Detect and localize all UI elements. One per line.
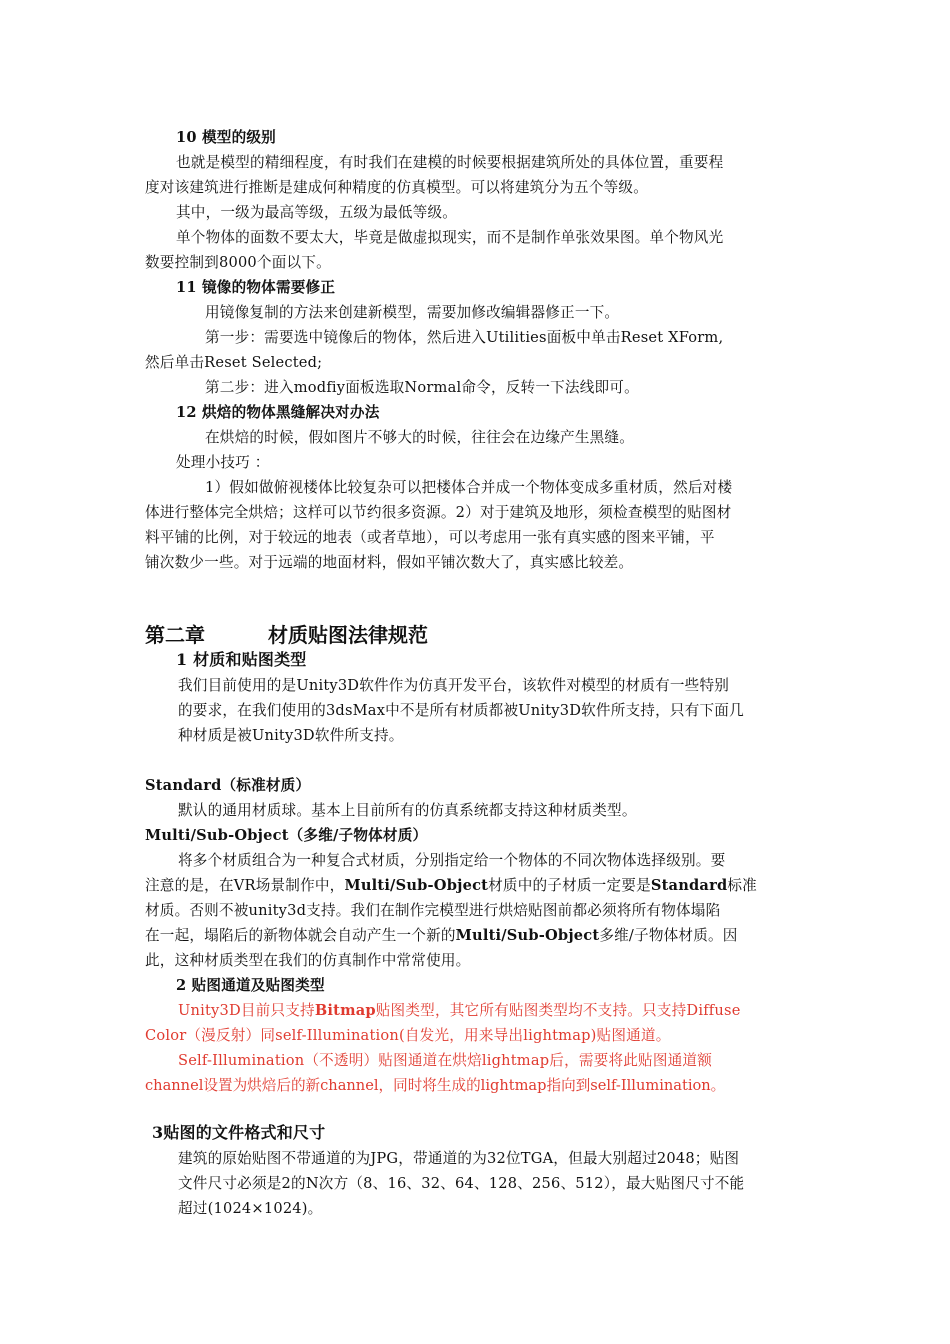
paragraph-line: 体进行整体完全烘焙；这样可以节约很多资源。2）对于建筑及地形，须检查模型的贴图材	[145, 504, 732, 521]
bold-term: Bitmap	[314, 1002, 376, 1019]
red-paragraph-line: Self-Illumination（不透明）贴图通道在烘焙lightmap后，需要将此贴图通道额	[178, 1052, 713, 1069]
red-paragraph-line: Color（漫反射）同self-Illumination(自发光，用来导出lightmap)贴图通道。	[145, 1027, 671, 1044]
paragraph-line: 也就是模型的精细程度，有时我们在建模的时候要根据建筑所处的具体位置，重要程	[176, 154, 724, 171]
paragraph-line: 1）假如做俯视楼体比较复杂可以把楼体合并成一个物体变成多重材质，然后对楼	[205, 479, 733, 496]
paragraph-line: 第二步：进入modfiy面板选取Normal命令，反转一下法线即可。	[205, 379, 639, 396]
paragraph-line: 铺次数少一些。对于远端的地面材料，假如平铺次数大了，真实感比较差。	[145, 554, 634, 571]
paragraph-line: 第一步：需要选中镜像后的物体，然后进入Utilities面板中单击Reset XForm,	[205, 329, 724, 346]
chapter-label: 第二章	[145, 623, 205, 647]
section-c3-heading: 3贴图的文件格式和尺寸	[152, 1123, 326, 1142]
text-run: 多维/子物体材质。因	[599, 927, 738, 944]
section-12-heading: 12 烘焙的物体黑缝解决对办法	[176, 404, 380, 421]
multi-sub-object-heading: Multi/Sub-Object（多维/子物体材质）	[145, 827, 428, 844]
paragraph-line: 处理小技巧 ：	[176, 454, 270, 471]
section-c1-heading: 1 材质和贴图类型	[176, 650, 307, 669]
text-run: 贴图类型，其它所有贴图类型均不支持。只支持Diffuse	[375, 1002, 741, 1019]
paragraph-line: 种材质是被Unity3D软件所支持。	[178, 727, 404, 744]
paragraph-line: 默认的通用材质球。基本上目前所有的仿真系统都支持这种材质类型。	[178, 802, 637, 819]
chapter-title: 材质贴图法律规范	[268, 623, 428, 647]
paragraph-line: 我们目前使用的是Unity3D软件作为仿真开发平台，该软件对模型的材质有一些特别	[178, 677, 730, 694]
paragraph-line: 然后单击Reset Selected;	[145, 354, 323, 371]
paragraph-line: 度对该建筑进行推断是建成何种精度的仿真模型。可以将建筑分为五个等级。	[145, 179, 648, 196]
paragraph-line: 用镜像复制的方法来创建新模型，需要加修改编辑器修正一下。	[205, 304, 620, 321]
section-10-heading: 10 模型的级别	[176, 129, 276, 146]
text-run: 在一起，塌陷后的新物体就会自动产生一个新的	[145, 927, 456, 944]
section-11-heading: 11 镜像的物体需要修正	[176, 279, 336, 296]
paragraph-line: 建筑的原始贴图不带通道的为JPG，带通道的为32位TGA，但最大别超过2048；贴图	[178, 1150, 740, 1167]
paragraph-line	[145, 926, 738, 946]
paragraph-line: 数要控制到8000个面以下。	[145, 254, 331, 271]
paragraph-line: 料平铺的比例，对于较远的地表（或者草地），可以考虑用一张有真实感的图来平铺，平	[145, 529, 715, 546]
paragraph-line: 将多个材质组合为一种复合式材质，分别指定给一个物体的不同次物体选择级别。要	[178, 852, 726, 869]
section-c2-heading: 2 贴图通道及贴图类型	[176, 977, 325, 994]
bold-term: Multi/Sub-Object	[344, 877, 489, 894]
paragraph-line: 材质。否则不被unity3d支持。我们在制作完模型进行烘焙贴图前都必须将所有物体塌陷	[145, 902, 721, 919]
paragraph-line: 的要求，在我们使用的3dsMax中不是所有材质都被Unity3D软件所支持，只有下面几	[178, 702, 744, 719]
red-paragraph-line: channel设置为烘焙后的新channel，同时将生成的lightmap指向到self-Illumination。	[145, 1077, 726, 1094]
paragraph-line: 文件尺寸必须是2的N次方（8、16、32、64、128、256、512），最大贴图尺寸不能	[178, 1175, 745, 1192]
paragraph-line: 超过(1024×1024)。	[178, 1200, 323, 1217]
bold-term: Multi/Sub-Object	[455, 927, 600, 944]
paragraph-line: 此，这种材质类型在我们的仿真制作中常常使用。	[145, 952, 471, 969]
paragraph-line: 其中，一级为最高等级，五级为最低等级。	[176, 204, 458, 221]
text-run: 材质中的子材质一定要是	[488, 877, 651, 894]
text-run: 注意的是，在VR场景制作中，	[145, 877, 345, 894]
red-paragraph-line	[178, 1001, 741, 1021]
standard-heading: Standard（标准材质）	[145, 777, 311, 794]
bold-term: Standard	[650, 877, 728, 894]
paragraph-line: 在烘焙的时候，假如图片不够大的时候，往往会在边缘产生黑缝。	[205, 429, 635, 446]
paragraph-line: 单个物体的面数不要太大，毕竟是做虚拟现实，而不是制作单张效果图。单个物风光	[176, 229, 724, 246]
paragraph-line	[145, 876, 757, 896]
text-run: 标准	[727, 877, 757, 894]
text-run: Unity3D目前只支持	[178, 1002, 315, 1019]
